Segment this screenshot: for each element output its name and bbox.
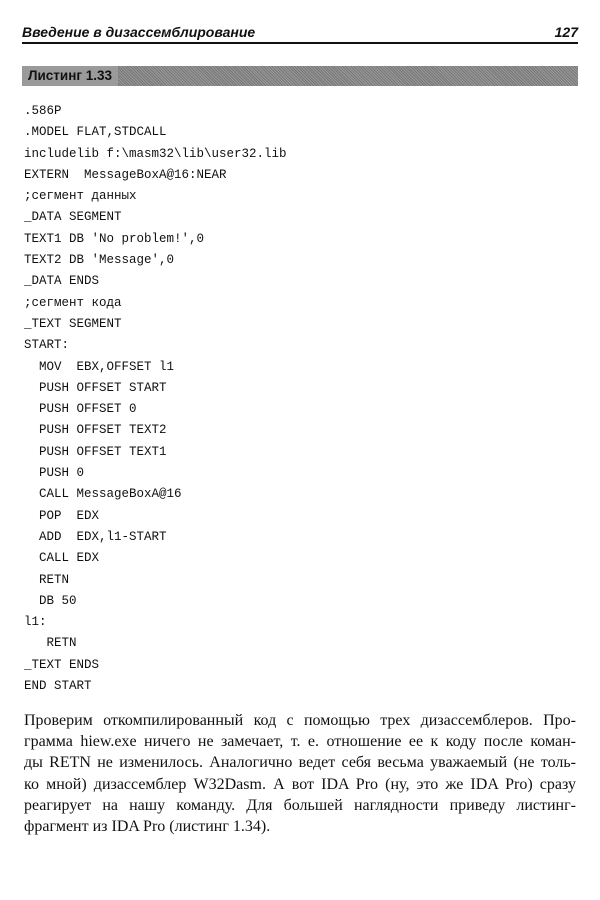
code-line: _TEXT ENDS [24, 657, 100, 672]
code-line: PUSH OFFSET 0 [24, 402, 137, 417]
listing-caption-bar [22, 66, 578, 86]
code-line: _DATA SEGMENT [24, 210, 122, 225]
running-header [22, 24, 578, 44]
code-line: _DATA ENDS [24, 274, 100, 289]
code-line: CALL MessageBoxA@16 [24, 487, 182, 502]
code-line: PUSH 0 [24, 466, 85, 481]
code-line: START: [24, 338, 70, 353]
code-line: l1: [24, 615, 47, 630]
page-number: 127 [554, 24, 578, 40]
code-line: END START [24, 679, 92, 694]
listing-label: Листинг 1.33 [22, 66, 118, 86]
body-paragraph [24, 710, 576, 837]
text-line: реагирует на нашу команду. Для большей наглядности приведу листинг- [24, 796, 576, 814]
code-line: POP EDX [24, 508, 100, 523]
code-line: RETN [24, 636, 77, 651]
code-line: EXTERN MessageBoxA@16:NEAR [24, 167, 227, 182]
code-line: PUSH OFFSET START [24, 380, 167, 395]
code-line: .586P [24, 104, 62, 118]
code-line: PUSH OFFSET TEXT2 [24, 423, 167, 438]
code-line: _TEXT SEGMENT [24, 316, 122, 331]
code-line: PUSH OFFSET TEXT1 [24, 444, 167, 459]
chapter-title: Введение в дизассемблирование [22, 24, 256, 40]
code-line: TEXT2 DB 'Message',0 [24, 253, 175, 268]
text-line: ды RETN не изменилось. Аналогично ведет себя весьма уважаемый (не толь- [24, 754, 576, 772]
text-line: фрагмент из IDA Pro (листинг 1.34). [24, 818, 271, 836]
code-line: .MODEL FLAT,STDCALL [24, 125, 167, 140]
code-line: RETN [24, 572, 70, 587]
code-line: ;сегмент данных [24, 189, 137, 204]
code-line: ADD EDX,l1-START [24, 529, 167, 544]
text-line: Проверим откомпилированный код с помощью трех дизассемблеров. Про- [24, 712, 576, 729]
code-line: DB 50 [24, 593, 77, 608]
code-line: ;сегмент кода [24, 295, 122, 310]
code-line: TEXT1 DB 'No problem!',0 [24, 231, 205, 246]
code-line: includelib f:\masm32\lib\user32.lib [24, 146, 287, 161]
code-line: MOV EBX,OFFSET l1 [24, 359, 175, 374]
text-line: грамма hiew.exe ничего не замечает, т. е. отношение ее к коду после коман- [24, 733, 576, 751]
code-line: CALL EDX [24, 551, 100, 566]
code-listing [24, 101, 287, 697]
text-line: ко мной) дизассемблер W32Dasm. А вот IDA Pro (ну, это же IDA Pro) сразу [24, 775, 576, 793]
